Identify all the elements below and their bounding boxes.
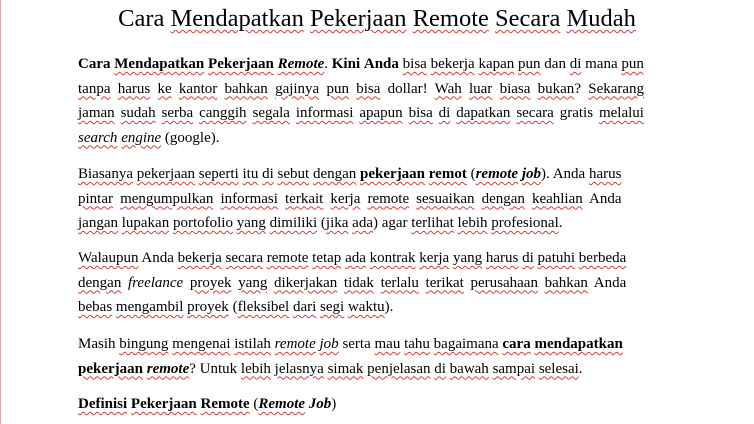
word: gajinya: [275, 80, 320, 97]
word: pintar: [78, 190, 113, 207]
word: luar: [468, 80, 493, 97]
word: pekerjaan: [136, 166, 196, 182]
word: seperti: [198, 166, 239, 182]
word: simak: [327, 360, 364, 377]
word: Remote: [200, 396, 250, 412]
word: sesuaikan: [416, 190, 475, 207]
word: serba: [161, 105, 194, 121]
word: bisa: [408, 105, 433, 121]
word: bahkan: [224, 80, 268, 97]
word: job: [319, 336, 339, 352]
word: yang: [452, 250, 483, 266]
word: terlalu: [380, 274, 419, 291]
paragraph-contract[interactable]: [78, 246, 626, 320]
word: remote: [475, 166, 519, 182]
word: Masih: [78, 336, 116, 352]
word: kerja: [330, 190, 361, 207]
word: jelasnya: [274, 360, 324, 377]
word: bukan: [537, 80, 575, 97]
word: Remote: [277, 56, 325, 72]
word: tidak: [343, 274, 374, 291]
word: berbeda: [578, 250, 627, 266]
word: Biasanya: [78, 166, 133, 182]
word: Anda: [363, 56, 399, 72]
word: informasi: [220, 190, 278, 207]
word: fleksibel: [237, 299, 290, 315]
word: pun: [326, 80, 349, 97]
word: remote: [266, 250, 309, 266]
paragraph-question[interactable]: [78, 332, 623, 381]
word: sampai: [492, 360, 536, 377]
word: kerja: [419, 250, 450, 266]
word: di: [522, 250, 534, 266]
text-line: [78, 271, 626, 296]
word: profesional: [491, 215, 559, 231]
word: harus: [588, 166, 622, 182]
word: penjelasan: [367, 360, 431, 377]
word: kantor: [178, 80, 218, 97]
word: ada: [352, 215, 373, 231]
word: kapan: [478, 56, 515, 72]
heading-text: Definisi Pekerjaan Remote (Remote Job): [78, 396, 337, 412]
word: dikerjakan: [273, 274, 338, 291]
word: segi: [320, 299, 345, 315]
word: canggih: [199, 105, 247, 121]
word: yang: [236, 215, 266, 231]
word: apapun: [359, 105, 403, 121]
word: bisa: [356, 80, 381, 97]
word: selesai: [538, 360, 579, 377]
word: mengenai: [172, 336, 231, 352]
text-line: jangan lupakan portofolio yang dimiliki (jika ada) agar terlihat lebih profesional.: [78, 215, 563, 231]
text-line: [78, 246, 626, 271]
text-line: pekerjaan remote? Untuk lebih jelasnya simak penjelasan di bawah sampai selesai.: [78, 360, 583, 377]
text-line: [78, 332, 623, 357]
word: pun: [518, 56, 541, 72]
word: jangan: [78, 215, 118, 231]
word: proyek: [187, 299, 229, 315]
word: secara: [225, 250, 263, 266]
word: bebas: [78, 299, 113, 315]
word: Anda: [589, 190, 622, 207]
word: yang: [238, 274, 268, 291]
word: lebih: [457, 215, 488, 231]
word: serta: [342, 336, 371, 352]
word: mengambil: [115, 299, 184, 315]
text-line: Biasanya pekerjaan seperti itu di sebut dengan pekerjaan remot (remote job). Anda harus: [78, 166, 622, 182]
word: terikat: [425, 274, 464, 291]
word: keahlian: [531, 190, 583, 207]
word: harus: [117, 80, 151, 97]
word: dengan: [481, 190, 525, 207]
word: dapatkan: [456, 105, 511, 121]
word: Kini: [331, 56, 361, 72]
text-line: bebas mengambil proyek (fleksibel dari segi waktu).: [78, 299, 394, 315]
word: itu: [242, 166, 259, 182]
word: Anda: [593, 274, 627, 291]
word: Pekerjaan: [130, 396, 197, 412]
word: istilah: [234, 336, 271, 352]
paragraph-intro[interactable]: [78, 52, 644, 150]
word: sudah: [120, 105, 156, 121]
word: di: [438, 105, 451, 121]
paragraph-remote-job[interactable]: [78, 162, 621, 236]
word: lebih: [240, 360, 271, 377]
word: informasi: [295, 105, 354, 121]
word: Pekerjaan: [208, 56, 274, 72]
word: engine: [121, 129, 162, 146]
word: jaman: [78, 105, 115, 121]
word: gratis: [559, 105, 594, 121]
word: Walaupun: [78, 250, 139, 266]
word: dari: [292, 299, 317, 315]
word: Sekarang: [588, 80, 645, 97]
title-word: Cara: [118, 5, 165, 32]
word: job: [521, 166, 541, 182]
word: Remote: [258, 396, 306, 412]
word: dengan: [78, 274, 122, 291]
word: ke: [157, 80, 172, 97]
word: agar: [381, 215, 408, 231]
word: mendapatkan: [534, 336, 623, 352]
text-line: [78, 101, 644, 126]
word: bekerja: [177, 250, 222, 266]
word: di: [262, 166, 274, 182]
word: waktu: [347, 299, 385, 315]
word: bahkan: [544, 274, 588, 291]
word: search: [78, 129, 118, 146]
word: mau: [374, 336, 401, 352]
word: harus: [485, 250, 519, 266]
document-title: [0, 3, 754, 35]
word: perusahaan: [470, 274, 538, 291]
word: terlihat: [411, 215, 454, 231]
word: pun: [621, 56, 644, 72]
word: ada: [345, 250, 366, 266]
word: remote: [274, 336, 316, 352]
word: remote: [146, 360, 190, 377]
word: cara: [502, 336, 531, 352]
word: Mendapatkan: [114, 56, 205, 72]
word: jika: [325, 215, 349, 231]
word: remote: [367, 190, 410, 207]
word: portofolio: [172, 215, 233, 231]
title-word: Secara: [495, 5, 561, 32]
word: pekerjaan: [78, 360, 143, 377]
title-word: Mendapatkan: [170, 5, 304, 32]
word: patuhi: [537, 250, 576, 266]
word: Anda: [552, 166, 586, 182]
word: segala: [252, 105, 290, 121]
title-word: Pekerjaan: [309, 5, 407, 32]
word: dollar: [387, 80, 423, 97]
word: tetap: [312, 250, 342, 266]
word: mengumpulkan: [120, 190, 214, 207]
word: Anda: [141, 250, 174, 266]
text-line: search engine (google).: [78, 129, 220, 146]
word: terkait: [285, 190, 324, 207]
word: remot: [428, 166, 467, 182]
word: biasa: [499, 80, 531, 97]
text-line: [78, 187, 621, 212]
word: bawah: [449, 360, 489, 377]
word: dan: [544, 56, 566, 72]
word: dengan: [312, 166, 357, 182]
title-word: Remote: [412, 5, 489, 32]
word: dimiliki: [269, 215, 318, 231]
title-text: [118, 5, 636, 32]
word: Definisi: [78, 396, 128, 412]
word: proyek: [189, 274, 232, 291]
section-heading[interactable]: [78, 392, 336, 417]
word: bagaimana: [433, 336, 499, 352]
word: tanpa: [78, 80, 111, 97]
word: tahu: [404, 336, 430, 352]
word: lupakan: [121, 215, 170, 231]
word: secara: [516, 105, 554, 121]
word: pekerjaan: [360, 166, 426, 182]
word: freelance: [127, 274, 184, 291]
word: bekerja: [430, 56, 475, 72]
title-word: Mudah: [566, 5, 636, 32]
text-line: Cara Mendapatkan Pekerjaan Remote. Kini Anda bisa bekerja kapan pun dan di mana pun: [78, 56, 644, 72]
word: Untuk: [199, 360, 238, 377]
word: Cara: [78, 56, 111, 72]
word: Job: [308, 396, 332, 412]
word: bingung: [119, 336, 169, 352]
word: di: [569, 56, 582, 72]
word: melalui: [598, 105, 644, 121]
word: sebut: [277, 166, 310, 182]
word: di: [434, 360, 446, 377]
word: google: [169, 129, 211, 146]
word: mana: [585, 56, 618, 72]
word: Wah: [434, 80, 462, 97]
page-left-margin-line: [0, 0, 1, 424]
word: kontrak: [369, 250, 416, 266]
word: bisa: [402, 56, 427, 72]
text-line: tanpa harus ke kantor bahkan gajinya pun bisa dollar! Wah luar biasa bukan? Sekarang: [78, 80, 645, 97]
